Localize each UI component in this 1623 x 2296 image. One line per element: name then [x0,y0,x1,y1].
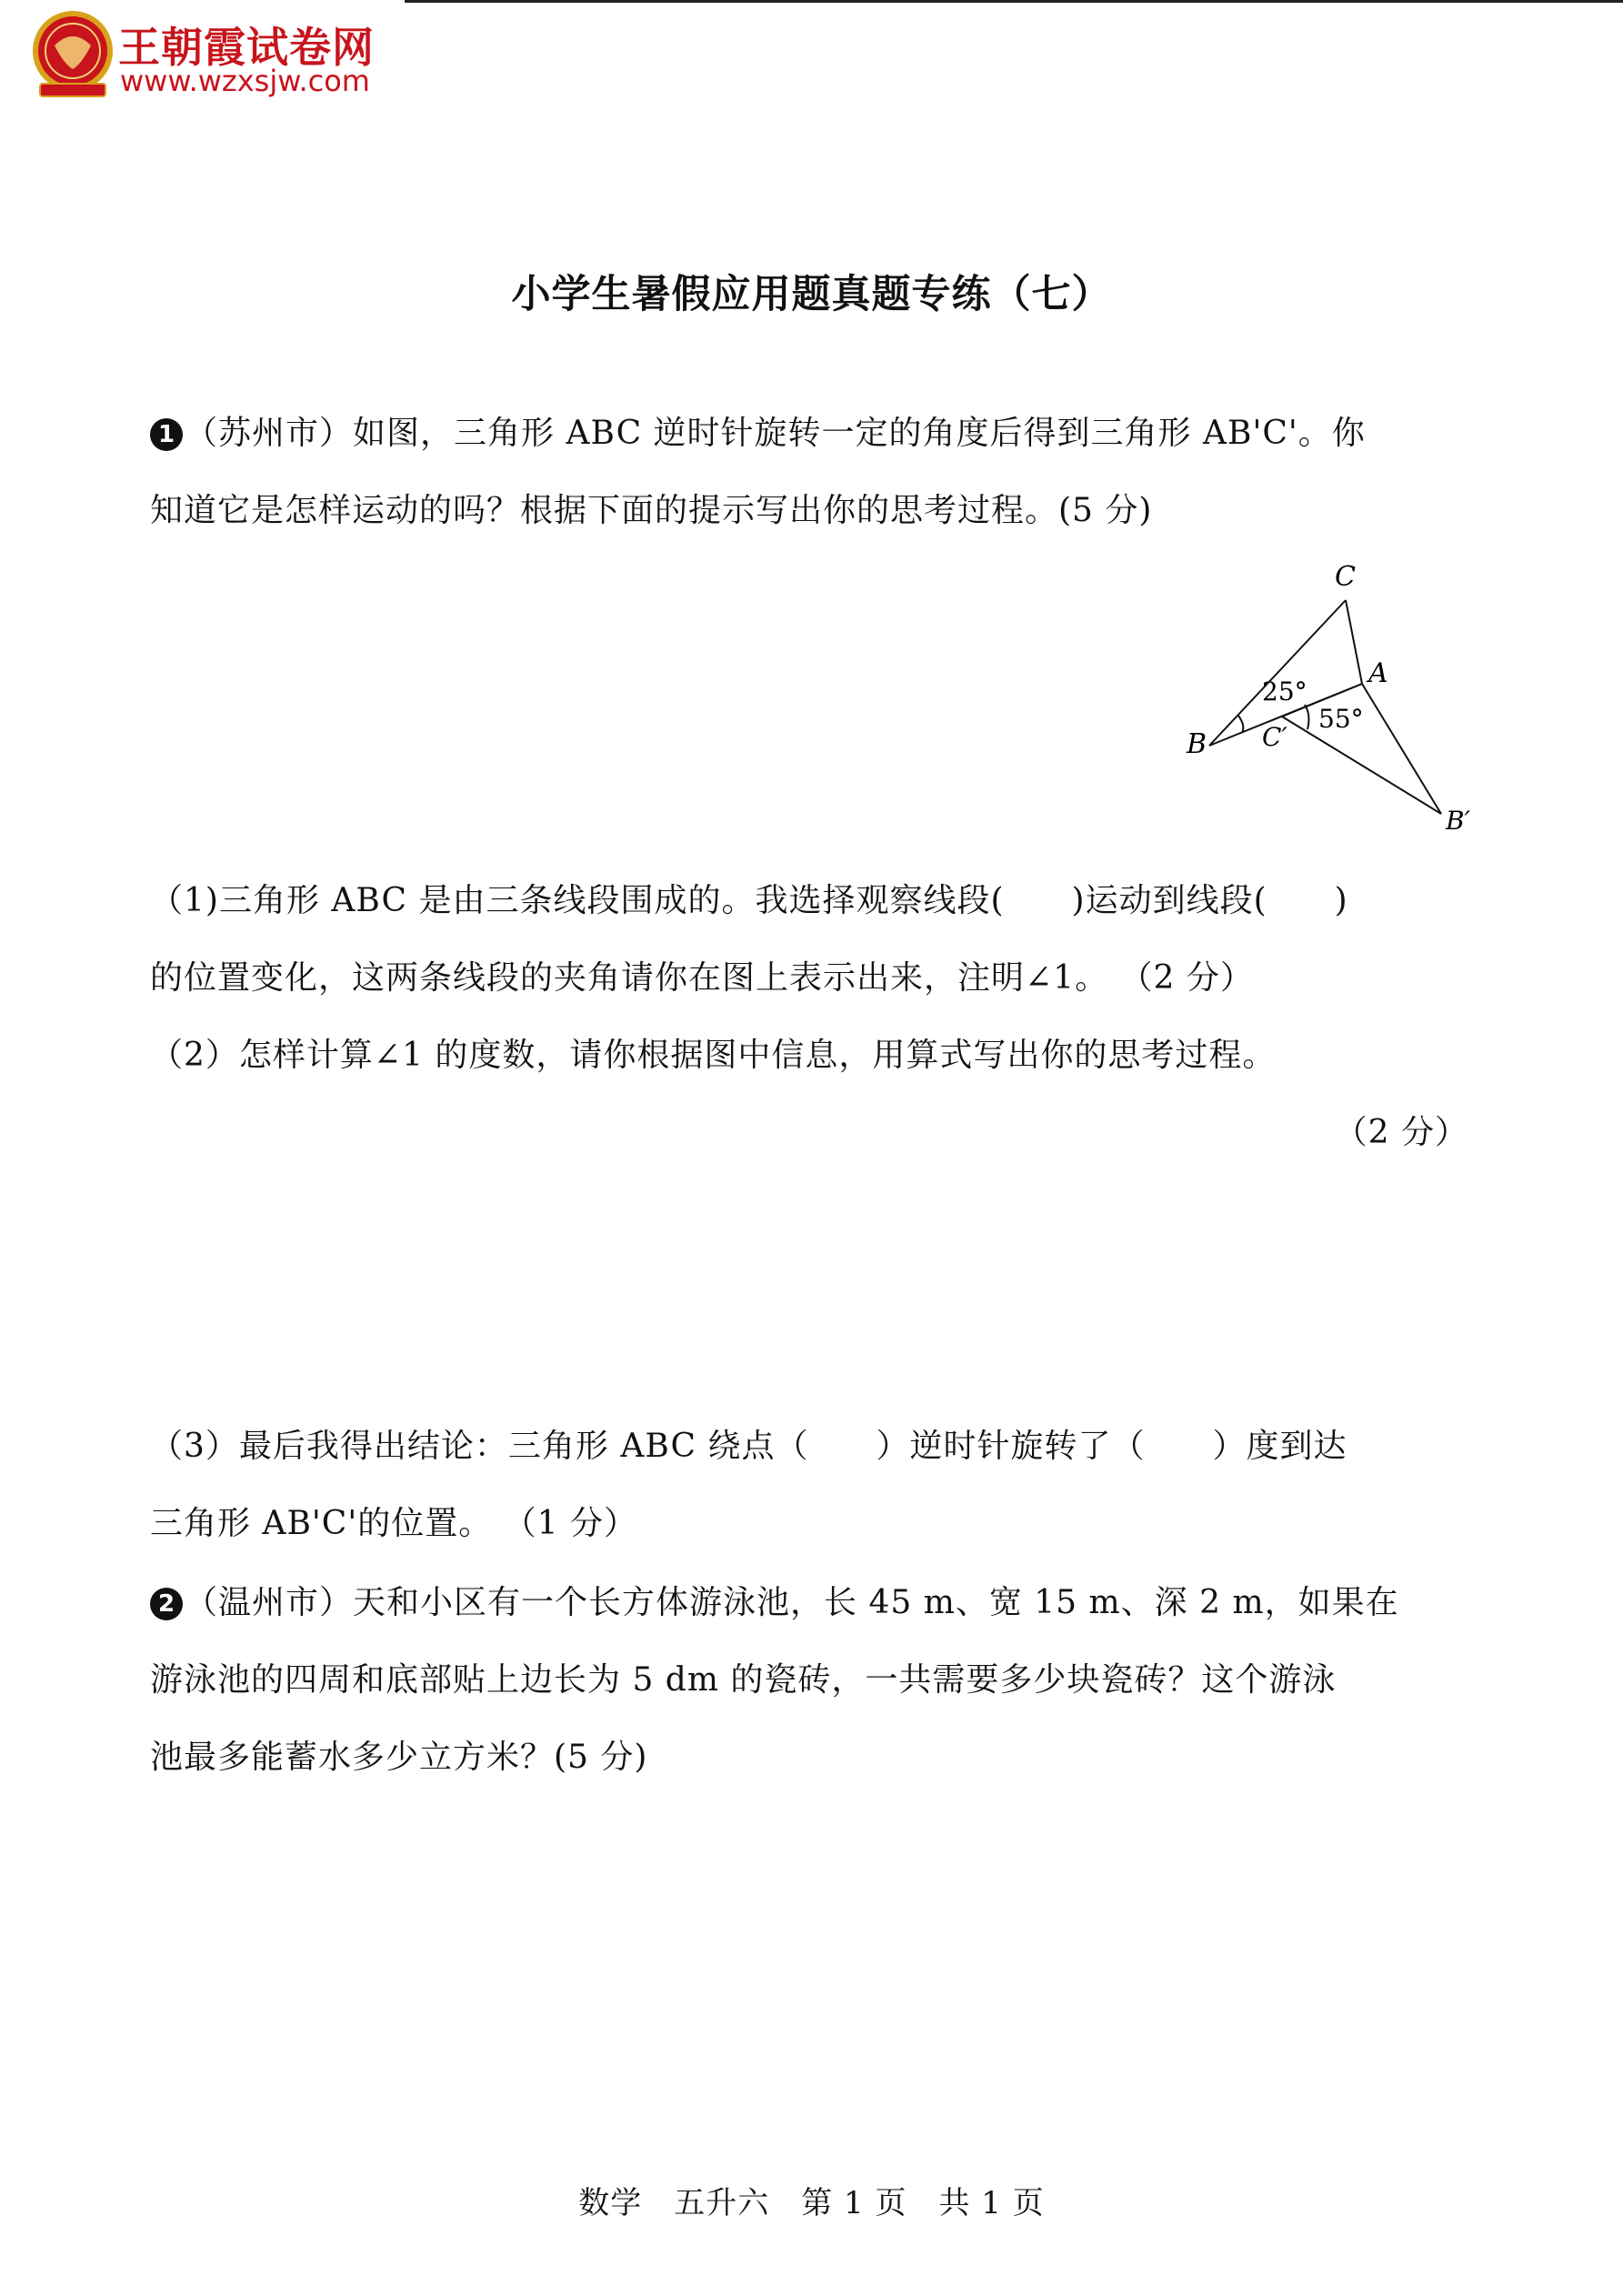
site-logo [27,9,391,109]
q1-line1 [150,407,1366,454]
angle-label-55: 55° [1318,704,1364,734]
q1-part3-line2: 三角形 AB'C'的位置。 （1 分） [150,1505,638,1542]
question-number-badge: 2 [150,1588,183,1620]
q1-part2-line1: （2）怎样计算∠1 的度数，请你根据图中信息，用算式写出你的思考过程。 [150,1037,1277,1074]
q1-text-line1: （苏州市）如图，三角形 ABC 逆时针旋转一定的角度后得到三角形 AB'C'。你 [185,415,1366,452]
site-url: www.wzxsjw.com [120,64,370,98]
q1-part3-line1: （3）最后我得出结论：三角形 ABC 绕点（ ）逆时针旋转了（ ）度到达 [150,1428,1347,1465]
angle-arc-55 [1305,705,1308,729]
label-b: B [1187,728,1207,760]
label-a: A [1368,657,1388,689]
segment-ca [1346,600,1362,684]
q1-part2-score: （2 分） [1334,1114,1468,1151]
page-title: 小学生暑假应用题真题专练（七） [511,272,1112,317]
q1-text-line2: 知道它是怎样运动的吗？根据下面的提示写出你的思考过程。(5 分) [150,492,1153,529]
angle-label-25: 25° [1262,677,1307,707]
q1-part1-line2: 的位置变化，这两条线段的夹角请你在图上表示出来，注明∠1。 （2 分） [150,959,1254,997]
label-c-prime: C′ [1262,722,1287,752]
angle-arc-25 [1238,716,1243,733]
top-rule [405,0,1623,3]
page-footer: 数学 五升六 第 1 页 共 1 页 [578,2185,1045,2221]
triangle-rotation-figure [1182,564,1482,837]
question-number-badge: 1 [150,418,183,451]
segment-ab-prime [1362,684,1441,814]
label-c: C [1335,564,1356,593]
logo-emblem-icon [27,9,118,105]
q2-line1 [150,1577,1399,1623]
label-b-prime: B′ [1446,806,1470,836]
site-name: 王朝霞试卷网 [118,23,375,72]
q2-text-line2: 游泳池的四周和底部贴上边长为 5 dm 的瓷砖，一共需要多少块瓷砖？这个游泳 [150,1661,1337,1699]
q1-part1-line1: （1)三角形 ABC 是由三条线段围成的。我选择观察线段( )运动到线段( ) [150,882,1348,919]
q2-text-line3: 池最多能蓄水多少立方米？(5 分) [150,1739,648,1776]
q2-text-line1: （温州市）天和小区有一个长方体游泳池，长 45 m、宽 15 m、深 2 m，如果在 [185,1584,1399,1621]
